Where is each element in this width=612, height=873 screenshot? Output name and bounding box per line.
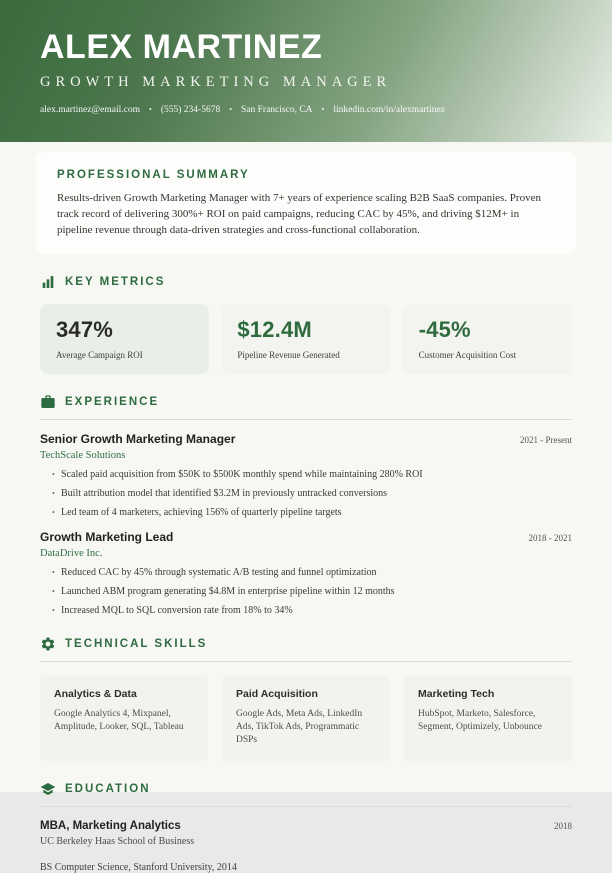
- metric-card-roi: [40, 304, 209, 374]
- job-bullets: [40, 469, 572, 518]
- skill-group-items: HubSpot, Marketo, Salesforce, Segment, Optimizely, Unbounce: [418, 709, 542, 732]
- job-company: TechScale Solutions: [40, 450, 126, 461]
- experience-heading-label: EXPERIENCE: [65, 396, 160, 408]
- key-metrics-heading-label: KEY METRICS: [65, 276, 166, 288]
- skill-group-title: Marketing Tech: [418, 688, 495, 700]
- technical-skills-section: [36, 636, 576, 761]
- metric-card-pipeline: [221, 304, 390, 374]
- job-company: DataDrive Inc.: [40, 548, 103, 559]
- skill-card-paid-acquisition: [222, 676, 390, 761]
- skill-card-marketing-tech: [404, 676, 572, 761]
- header-banner: [0, 0, 612, 142]
- job-bullet: • Built attribution model that identified $3.2M in previously untracked conversions: [40, 488, 572, 499]
- job-head: [40, 432, 572, 446]
- professional-summary-section: [36, 152, 576, 254]
- education-degree-row: [40, 820, 572, 832]
- contact-line: [40, 105, 572, 115]
- metric-card-cac: [403, 304, 572, 374]
- metric-value: $12.4M: [237, 317, 312, 342]
- education-school: UC Berkeley Haas School of Business: [40, 836, 195, 847]
- education-heading: [40, 781, 572, 797]
- briefcase-icon: [40, 394, 56, 410]
- job-bullet: • Reduced CAC by 45% through systematic A/B testing and funnel optimization: [40, 567, 572, 578]
- metric-value: 347%: [56, 317, 114, 342]
- job-bullets: [40, 567, 572, 616]
- job-bullet: • Scaled paid acquisition from $50K to $500K monthly spend while maintaining 280% ROI: [40, 469, 572, 480]
- technical-skills-heading: [40, 636, 572, 652]
- metric-label: Customer Acquisition Cost: [418, 350, 517, 360]
- skills-grid: [40, 676, 572, 761]
- education-secondary-degree: BS Computer Science, Stanford University, 2014: [40, 862, 237, 873]
- summary-text: Results-driven Growth Marketing Manager with 7+ years of experience scaling B2B SaaS companies. Proven track record of delivering 300%+ ROI on paid campaigns, reducing CAC by 45%, and driving $12M+ in pipeline revenue through data-driven strategies and cross-functional collaboration.: [57, 192, 541, 236]
- contact-location: • San Francisco, CA: [220, 105, 312, 115]
- experience-heading: [40, 394, 572, 410]
- resume-body: [0, 152, 612, 873]
- job-entry-growth-marketing-lead: [40, 530, 572, 616]
- job-dates: 2018 - 2021: [528, 533, 572, 543]
- education-heading-label: EDUCATION: [65, 783, 151, 795]
- job-title: Growth Marketing Lead: [40, 530, 174, 544]
- education-year: 2018: [554, 821, 572, 831]
- key-metrics-section: [36, 274, 576, 374]
- education-section: [36, 781, 576, 873]
- experience-section: [36, 394, 576, 616]
- job-dates: 2021 - Present: [520, 435, 572, 445]
- contact-email: alex.martinez@email.com: [40, 104, 141, 115]
- skill-card-analytics: [40, 676, 208, 761]
- job-bullet: • Increased MQL to SQL conversion rate from 18% to 34%: [40, 605, 572, 616]
- metric-label: Average Campaign ROI: [56, 350, 143, 360]
- section-divider: [40, 806, 572, 807]
- job-bullet: • Led team of 4 marketers, achieving 156% of quarterly pipeline targets: [40, 507, 572, 518]
- metrics-grid: [40, 304, 572, 374]
- skill-group-title: Paid Acquisition: [236, 688, 318, 700]
- job-entry-senior-growth-marketing-manager: [40, 432, 572, 518]
- key-metrics-heading: [40, 274, 572, 290]
- job-bullet: • Launched ABM program generating $4.8M in enterprise pipeline within 12 months: [40, 586, 572, 597]
- bar-chart-icon: [40, 274, 56, 290]
- contact-phone: • (555) 234-5678: [140, 105, 220, 115]
- gear-icon: [40, 636, 56, 652]
- skill-group-items: Google Ads, Meta Ads, LinkedIn Ads, TikTok Ads, Programmatic DSPs: [236, 709, 363, 745]
- graduation-cap-icon: [40, 781, 56, 797]
- section-divider: [40, 419, 572, 420]
- metric-label: Pipeline Revenue Generated: [237, 350, 340, 360]
- job-head: [40, 530, 572, 544]
- skill-group-title: Analytics & Data: [54, 688, 137, 700]
- contact-linkedin: • linkedin.com/in/alexmartinez: [313, 105, 445, 115]
- summary-heading: PROFESSIONAL SUMMARY: [57, 169, 250, 181]
- technical-skills-heading-label: TECHNICAL SKILLS: [65, 638, 208, 650]
- job-title-heading: GROWTH MARKETING MANAGER: [40, 73, 392, 90]
- education-degree: MBA, Marketing Analytics: [40, 820, 181, 832]
- metric-value: -45%: [418, 317, 471, 342]
- section-divider: [40, 661, 572, 662]
- job-title: Senior Growth Marketing Manager: [40, 432, 236, 446]
- person-name: ALEX MARTINEZ: [40, 28, 323, 66]
- skill-group-items: Google Analytics 4, Mixpanel, Amplitude, Looker, SQL, Tableau: [54, 709, 184, 732]
